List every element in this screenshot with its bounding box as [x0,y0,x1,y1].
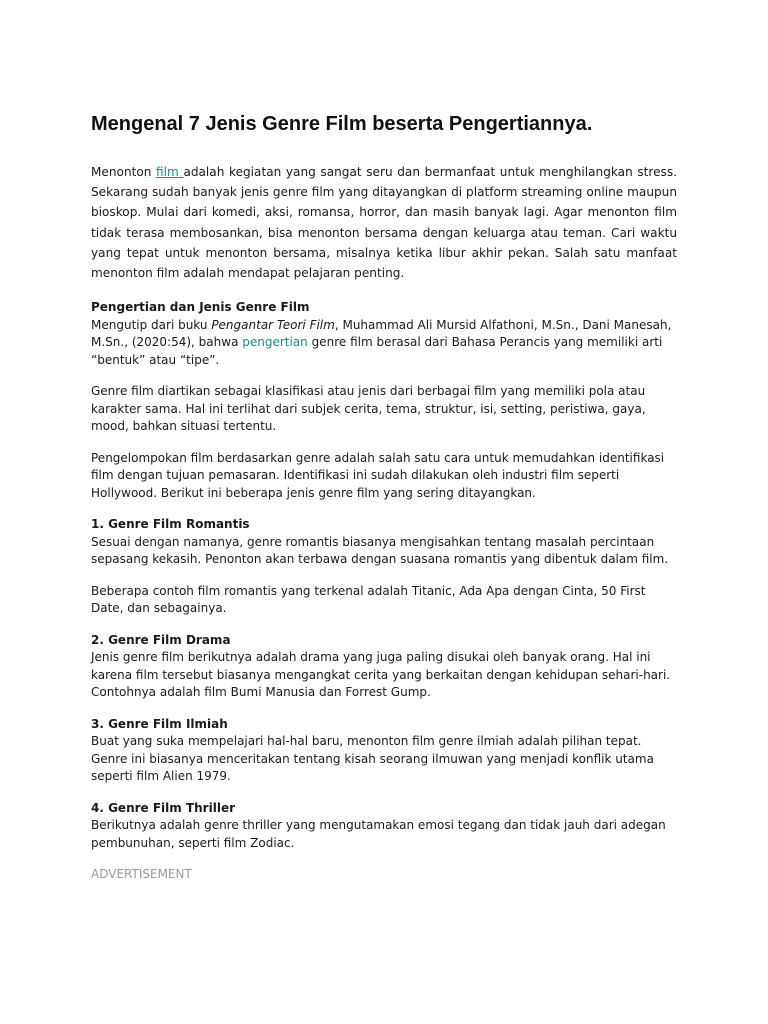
section-romantis [91,516,677,569]
ilmiah-paragraph: Buat yang suka mempelajari hal-hal baru, menonton film genre ilmiah adalah pilihan tepat. Genre ini biasanya menceritakan tentang kisah seorang ilmuwan yang menjadi konflik utama seperti film Alien 1979. [91,734,654,784]
section-thriller [91,800,677,853]
book-title: Pengantar Teori Film [211,317,335,332]
section-heading-romantis: 1. Genre Film Romantis [91,517,250,532]
drama-paragraph: Jenis genre film berikutnya adalah drama yang juga paling disukai oleh banyak orang. Hal ini karena film tersebut biasanya mengangkat cerita yang berkaitan dengan kehidupan sehari-hari. Contohnya adalah film Bumi Manusia dan Forrest Gump. [91,650,671,700]
film-link[interactable]: film [156,165,184,179]
pengertian-paragraph-3: Pengelompokan film berdasarkan genre adalah salah satu cara untuk memudahkan identifikasi film dengan tujuan pemasaran. Identifikasi ini sudah dilakukan oleh industri film seperti Hollywood. Berikut ini beberapa jenis genre film yang sering ditayangkan. [91,450,665,500]
text-span: genre film berasal dari Bahasa Perancis yang memiliki arti “bentuk” atau “tipe”. [91,335,663,367]
section-ilmiah [91,716,677,786]
section-pengertian [91,299,677,369]
advertisement-label: ADVERTISEMENT [91,867,192,882]
section-heading-pengertian: Pengertian dan Jenis Genre Film [91,300,310,315]
intro-paragraph [91,162,677,283]
text-span: , Muhammad Ali Mursid Alfathoni, M.Sn., Dani Manesah, M.Sn., (2020:54), bahwa [91,317,672,350]
section-heading-drama: 2. Genre Film Drama [91,632,231,647]
romantis-paragraph-1: Sesuai dengan namanya, genre romantis biasanya mengisahkan tentang masalah percintaan sepasang kekasih. Penonton akan terbawa dengan suasana romantis yang dibentuk dalam film. [91,534,669,567]
pengertian-link[interactable]: pengertian [242,335,308,350]
text-span: Mengutip dari buku [91,317,212,332]
section-heading-ilmiah: 3. Genre Film Ilmiah [91,716,228,731]
section-heading-thriller: 4. Genre Film Thriller [91,800,235,815]
romantis-paragraph-2: Beberapa contoh film romantis yang terkenal adalah Titanic, Ada Apa dengan Cinta, 50 First Date, dan sebagainya. [91,583,646,616]
pengertian-paragraph-1 [91,317,677,370]
thriller-paragraph: Berikutnya adalah genre thriller yang mengutamakan emosi tegang dan tidak jauh dari adegan pembunuhan, seperti film Zodiac. [91,818,666,850]
intro-text-rest: adalah kegiatan yang sangat seru dan bermanfaat untuk menghilangkan stress. Sekarang sudah banyak jenis genre film yang ditayangkan di platform streaming online maupun bioskop. Mulai dari komedi, aksi, romansa, horror, dan masih banyak lagi. Agar menonton film tidak terasa membosankan, bisa menonton bersama dengan keluarga atau teman. Cari waktu yang tepat untuk menonton bersama, misalnya ketika libur akhir pekan. Salah satu manfaat menonton film adalah mendapat pelajaran penting. [91,165,677,281]
section-drama [91,632,677,702]
article-title: Mengenal 7 Jenis Genre Film beserta Pengertiannya. [91,113,593,135]
pengertian-paragraph-2: Genre film diartikan sebagai klasifikasi atau jenis dari berbagai film yang memiliki pola atau karakter sama. Hal ini terlihat dari subjek cerita, tema, struktur, isi, setting, peristiwa, gaya, mood, bahkan situasi tertentu. [91,384,646,434]
intro-text-start: Menonton [91,165,157,179]
